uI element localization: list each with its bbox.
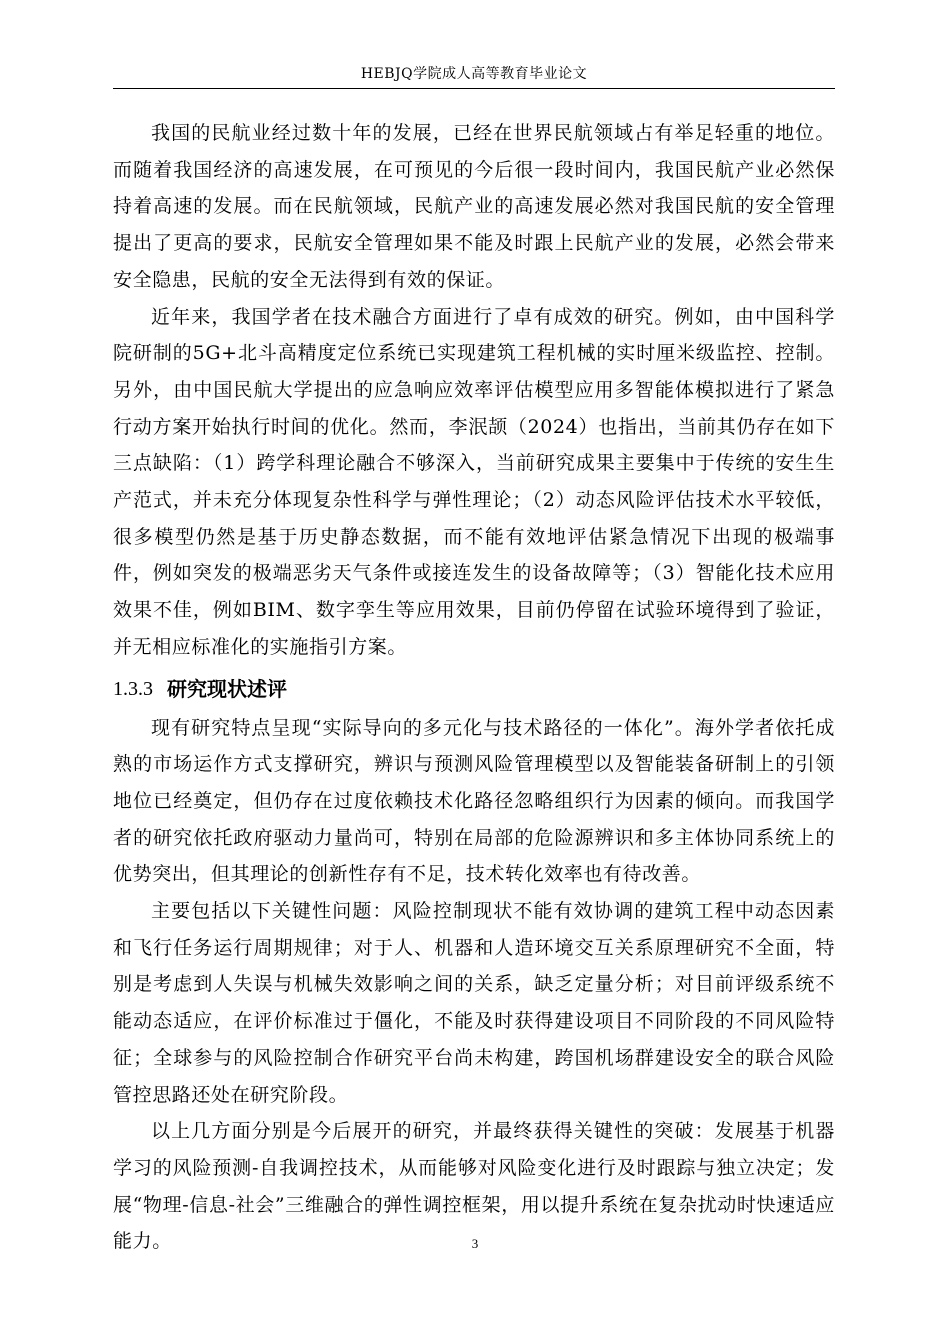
paragraph-4: 主要包括以下关键性问题：风险控制现状不能有效协调的建筑工程中动态因素和飞行任务运行周期规律；对于人、机器和人造环境交互关系原理研究不全面，特别是考虑到人失误与机械失效影响之间的关系，缺乏定量分析；对目前评级系统不能动态适应，在评价标准过于僵化，不能及时获得建设项目不同阶段的不同风险特征；全球参与的风险控制合作研究平台尚未构建，跨国机场群建设安全的联合风险管控思路还处在研究阶段。: [113, 900, 835, 1106]
document-body: [113, 115, 835, 1260]
page-number: 3: [471, 1236, 479, 1251]
section-number: 1.3.3: [113, 677, 153, 700]
section-heading: [113, 672, 835, 706]
paragraph-2: 近年来，我国学者在技术融合方面进行了卓有成效的研究。例如，由中国科学院研制的5G+北斗高精度定位系统已实现建筑工程机械的实时厘米级监控、控制。另外，由中国民航大学提出的应急响应效率评估模型应用多智能体模拟进行了紧急行动方案开始执行时间的优化。然而，李泯颉（2024）也指出，当前其仍存在如下三点缺陷：（1）跨学科理论融合不够深入，当前研究成果主要集中于传统的安生生产范式，并未充分体现复杂性科学与弹性理论；（2）动态风险评估技术水平较低，很多模型仍然是基于历史静态数据，而不能有效地评估紧急情况下出现的极端事件，例如突发的极端恶劣天气条件或接连发生的设备故障等；（3）智能化技术应用效果不佳，例如BIM、数字孪生等应用效果，目前仍停留在试验环境得到了验证，并无相应标准化的实施指引方案。: [113, 305, 835, 658]
paragraph-5: 以上几方面分别是今后展开的研究，并最终获得关键性的突破：发展基于机器学习的风险预测-自我调控技术，从而能够对风险变化进行及时跟踪与独立决定；发展“物理-信息-社会”三维融合的弹性调控框架，用以提升系统在复杂扰动时快速适应能力。: [113, 1120, 835, 1253]
section-title: 研究现状述评: [167, 676, 287, 701]
page-header: [113, 64, 835, 84]
paragraph-3: 现有研究特点呈现“实际导向的多元化与技术路径的一体化”。海外学者依托成熟的市场运作方式支撑研究，辨识与预测风险管理模型以及智能装备研制上的引领地位已经奠定，但仍存在过度依赖技术化路径忽略组织行为因素的倾向。而我国学者的研究依托政府驱动力量尚可，特别在局部的危险源辨识和多主体协同系统上的优势突出，但其理论的创新性存有不足，技术转化效率也有待改善。: [113, 716, 835, 886]
header-title: HEBJQ学院成人高等教育毕业论文: [360, 66, 588, 82]
paragraph-1: 我国的民航业经过数十年的发展，已经在世界民航领域占有举足轻重的地位。而随着我国经济的高速发展，在可预见的今后很一段时间内，我国民航产业必然保持着高速的发展。而在民航领域，民航产业的高速发展必然对我国民航的安全管理提出了更高的要求，民航安全管理如果不能及时跟上民航产业的发展，必然会带来安全隐患，民航的安全无法得到有效的保证。: [113, 122, 835, 291]
header-divider: [113, 88, 835, 89]
